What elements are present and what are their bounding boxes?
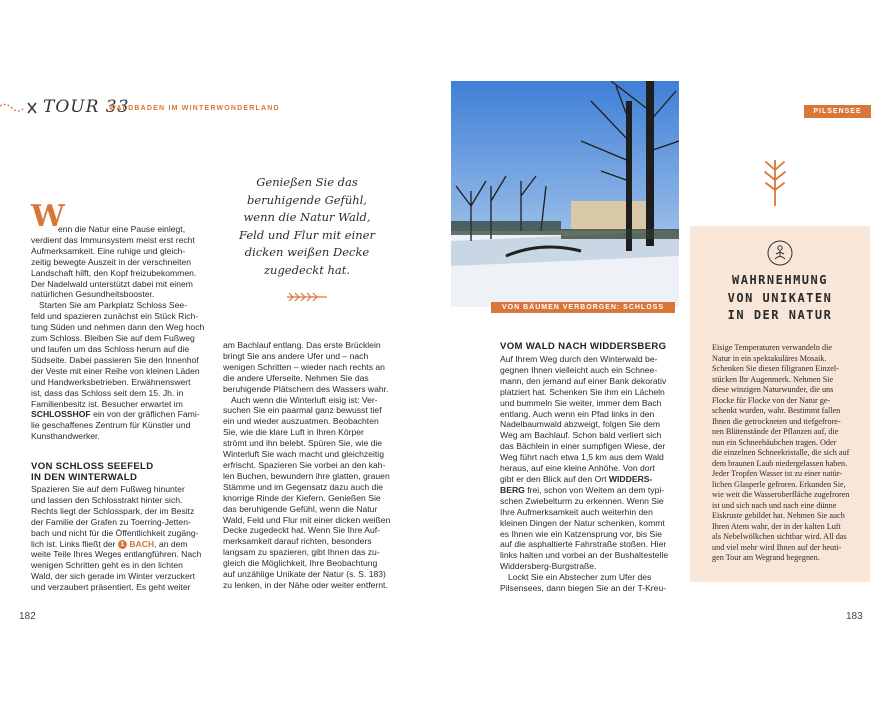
paragraph-line: feld und spazieren zunächst ein Stück Rich- <box>31 311 199 322</box>
paragraph-line: Sie, wie die klare Luft in Ihren Körper <box>223 427 364 438</box>
paragraph-line: knorrige Rinde der Kiefern. Genießen Sie <box>223 492 381 503</box>
paragraph-line: gegnen Ihnen vielleicht auch ein Schnee- <box>500 364 658 375</box>
paragraph-line: Decke zugedeckt hat. Wenn Sie Ihre Auf- <box>223 525 381 536</box>
tour-header <box>0 96 300 120</box>
paragraph-line: wenigen Schritten geht es in den lichten <box>31 560 183 571</box>
info-box-unikate <box>690 226 870 582</box>
winterwald-paragraph <box>31 484 221 593</box>
heading-line: IN DEN WINTERWALD <box>31 472 138 483</box>
widdersberg-paragraph <box>500 354 686 594</box>
paragraph-fragment: ein von der gräflichen Fami- <box>90 409 200 420</box>
text-line: die einzelnen Schneekristalle, die sich auf <box>712 448 850 457</box>
text-line: Jeder Tropfen Wasser ist zu einer natür- <box>712 469 842 478</box>
paragraph-line: merksamkeit darauf richten, besonders <box>223 536 372 547</box>
quote-line: Feld und Flur mit einer <box>239 227 375 242</box>
text-line: nun ein Schneehäubchen tragen. Oder <box>712 437 837 447</box>
bach-keyword: BACH <box>129 538 155 549</box>
title-line: VON UNIKATEN <box>727 290 833 305</box>
text-line: Flocke für Flocke von der Natur ge- <box>712 395 831 405</box>
text-line: dem braunen Laub niedergelassen haben. <box>712 458 848 468</box>
paragraph-line: Starten Sie am Parkplatz Schloss See- <box>39 300 188 311</box>
text-line: schenkt wurden, wahr. Bestimmt fallen <box>712 406 841 415</box>
paragraph-line: Pilsensees, dann biegen Sie an der T-Kreu- <box>500 583 667 594</box>
page-number-right: 183 <box>846 611 863 622</box>
paragraph-line <box>500 485 686 496</box>
info-box-text <box>712 343 864 564</box>
paragraph-line: Familienbesitz ist. Besucher erwartet im <box>31 398 183 409</box>
paragraph-line: schen Zwiebelturm zu erkennen. Wenn Sie <box>500 495 664 506</box>
paragraph-line: Wald, Feld und Flur mit einer dicken weißen <box>223 514 391 525</box>
text-line: gen Tour am Wegrand begegnen. <box>712 553 820 562</box>
intro-paragraph-lines <box>31 224 216 442</box>
paragraph-line: Lockt Sie ein Abstecher zum Ufer des <box>508 572 652 583</box>
paragraph-line: Widdersberg-Burgstraße. <box>500 561 597 572</box>
quote-line: wenn die Natur Wald, <box>243 210 371 224</box>
paragraph-line: strömt und ihn belebt. Spüren Sie, wie die <box>223 438 383 449</box>
paragraph-line: das Bächlein in einer sumpfigen Wiese, der <box>500 441 666 452</box>
paragraph-line: Rechts liegt der Schlosspark, der im Besitz <box>31 505 195 516</box>
branch-icon <box>760 156 790 208</box>
paragraph-line: suchen Sie ein paarmal ganz bewusst tief <box>223 405 382 416</box>
paragraph-line: langsam zu spazieren, gibt Ihnen das zu- <box>223 547 380 558</box>
intro-line: natürlichen Gesundheitsbooster. <box>31 289 155 300</box>
paragraph-line: lie geschaffenes Zentrum für Künstler und <box>31 420 191 431</box>
quote-line: beruhigende Gefühl, <box>247 192 367 207</box>
paragraph-line: auf die asphaltierte Fahrstraße stoßen. Hier <box>500 539 667 550</box>
paragraph-line: Nadelbaumwald abzweigt, folgen Sie dem <box>500 419 661 430</box>
text-line: Ihren Atem wahr, der in der kalten Luft <box>712 521 841 531</box>
paragraph-line: erfrischt. Spazieren Sie vorbei an den kah- <box>223 459 386 470</box>
title-line: IN DER NATUR <box>727 308 833 322</box>
heading-line: VON SCHLOSS SEEFELD <box>31 461 154 472</box>
text-line: Natur in ein spektakuläres Mosaik. <box>712 353 827 363</box>
map-marker-badge: 1 <box>118 540 127 549</box>
widdersberg-keyword-end: BERG <box>500 484 525 495</box>
intro-line: Aufmerksamkeit. Eine ruhige und gleich- <box>31 245 186 256</box>
tour-label: TOUR 33 <box>43 97 130 117</box>
meditation-icon <box>767 240 793 266</box>
paragraph-line: Auch wenn die Winterluft eisig ist: Ver- <box>231 394 378 405</box>
intro-line: enn die Natur eine Pause einlegt, <box>58 224 186 234</box>
paragraph-line: und verzaubert präsentiert. Es geht weiter <box>31 582 191 593</box>
paragraph-line: zum Schloss. Bleiben Sie auf dem Fußweg <box>31 333 195 344</box>
page-number-left: 182 <box>19 611 36 622</box>
text-line: als Nebelwölkchen sichtbar wird. All das <box>712 532 847 541</box>
text-line: ist und sich nach und nach eine dünne <box>712 500 837 510</box>
paragraph-line: der Veste mit einer Reihe von kleinen Läden <box>31 365 200 376</box>
paragraph-line: gleich die Möglichkeit, Ihre Beobachtung <box>223 558 378 569</box>
trail-icon <box>0 100 42 116</box>
text-line: nen Blütenstände der Pflanzen auf, die <box>712 427 839 436</box>
paragraph-line: das beruhigende Gefühl, wenn die Natur <box>223 503 378 514</box>
text-line: wie weit die Wasseroberfläche zugefroren <box>712 490 850 499</box>
paragraph-line: entlang. Auch wenn ein Pfad links in den <box>500 408 655 419</box>
pull-quote <box>222 174 392 279</box>
text-line: Eisige Temperaturen verwandeln die <box>712 343 832 352</box>
paragraph-line: Weg am Bachlauf. Schon bald verliert sich <box>500 430 662 441</box>
section-heading-winterwald <box>31 461 221 483</box>
paragraph-line: es Ihnen wie ein Katzensprung vor, bis Sie <box>500 528 662 539</box>
paragraph-line: Spazieren Sie auf dem Fußweg hinunter <box>31 484 185 494</box>
paragraph-line: Wald, der sich gerade im Winter verzuckert <box>31 571 195 582</box>
quote-line: dicken weißen Decke <box>244 245 370 259</box>
paragraph-line: bach und nicht für die Öffentlichkeit zugäng- <box>31 527 199 538</box>
tour-subtitle: WALDBADEN IM WINTERWONDERLAND <box>109 105 280 112</box>
dropcap-letter: W <box>31 199 65 234</box>
paragraph-line: beruhigende Plätschern des Wassers wahr. <box>223 383 389 394</box>
paragraph-line: und Handwerksbetrieben. Erwähnenswert <box>31 376 191 387</box>
paragraph-fragment: , an dem <box>154 538 188 549</box>
leaf-divider-icon <box>283 290 331 304</box>
text-line: stücken Ihr Augenmerk. Nehmen Sie <box>712 374 834 384</box>
paragraph-line <box>31 539 221 550</box>
paragraph-line: ein und wieder auszuatmen. Beobachten <box>223 416 379 427</box>
paragraph-line: mann, den jemand auf einer Bank dekorativ <box>500 375 667 386</box>
paragraph-line: und bummeln Sie weiter, immer dem Bach <box>500 397 662 408</box>
intro-line: zeitig bewegte Auszeit in der verschneiten <box>31 256 192 267</box>
paragraph-line: wenigen Schritten – wieder nach rechts an <box>223 361 385 372</box>
section-heading-widdersberg: VOM WALD NACH WIDDERSBERG <box>500 341 667 352</box>
quote-line: zugedeckt hat. <box>263 262 351 277</box>
text-line: Schenken Sie diesen filigranen Einzel- <box>712 364 839 373</box>
paragraph-line: und lassen den Schlosstrakt hinter sich. <box>31 494 183 505</box>
quote-line: Genießen Sie das <box>256 175 358 189</box>
paragraph-line: ist, dass das Schloss seit dem 15. Jh. in <box>31 387 184 398</box>
paragraph-line: tung Süden und nehmen dann den Weg hoch <box>31 322 205 333</box>
paragraph-line: Weg führt nach etwa 1,5 km aus dem Wald <box>500 452 664 463</box>
photo-schloss-seefeld <box>451 81 679 307</box>
text-line: lichen Glasperle gefroren. Erkunden Sie, <box>712 479 846 489</box>
paragraph-fragment: frei, schon von Weitem an dem typi- <box>524 484 665 495</box>
paragraph-fragment: lich ist. Links fließt der <box>31 538 118 549</box>
paragraph-line: Winterluft Sie wach macht und gleichzeitig <box>223 449 384 460</box>
paragraph-line: Südseite. Dabei passieren Sie den Innenhof <box>31 354 199 365</box>
paragraph-line <box>31 409 216 420</box>
intro-line: verdient das Immunsystem meist erst recht <box>31 234 195 245</box>
paragraph-line: bringt Sie ans andere Ufer und – nach <box>223 350 369 361</box>
paragraph-line: links halten und vorbei an der Bushaltestelle <box>500 550 669 561</box>
intro-line: Der Nadelwald unterstützt dabei mit einem <box>31 278 193 289</box>
paragraph-line: zu lenken, in der Nähe oder weiter entfernt. <box>223 579 388 590</box>
paragraph-line: len Buchen, bewundern ihre glatten, grauen <box>223 470 390 481</box>
photo-caption: VON BÄUMEN VERBORGEN: SCHLOSS SEEFELD <box>491 302 675 313</box>
paragraph-line: weite Teile Ihres Weges entlangführen. Nach <box>31 549 202 560</box>
paragraph-line: Kunsthandwerker. <box>31 431 100 442</box>
paragraph-line: am Bachlauf entlang. Das erste Brücklein <box>223 340 381 350</box>
schlosshof-keyword: SCHLOSSHOF <box>31 409 91 420</box>
widdersberg-keyword: WIDDERS- <box>608 473 653 484</box>
paragraph-line: kleinen Dingen der Natur schenken, kommt <box>500 517 665 528</box>
paragraph-line <box>500 474 686 485</box>
intro-line: Landschaft hilft, den Kopf freizubekommen. <box>31 267 197 278</box>
text-line: und viel mehr wird Ihnen auf der heuti- <box>712 542 842 552</box>
text-line: Eiskruste gebildet hat. Nehmen Sie auch <box>712 511 845 520</box>
paragraph-line: auf unzählige Unikate der Natur (s. S. 183) <box>223 569 386 580</box>
paragraph-line: der Familie der Grafen zu Toerring-Jetten- <box>31 516 191 527</box>
text-line: Ihnen die getrockneten und tiefgefrore- <box>712 416 841 426</box>
middle-column <box>223 340 401 591</box>
paragraph-fragment: gibt er den Blick auf den Ort <box>500 473 609 484</box>
region-tag: PILSENSEE <box>804 105 871 118</box>
paragraph-line: Auf Ihrem Weg durch den Winterwald be- <box>500 354 658 364</box>
paragraph-line: Stämme und im Gegensatz dazu auch die <box>223 481 384 492</box>
paragraph-line: platziert hat. Schenken Sie ihm ein Lächeln <box>500 386 665 397</box>
paragraph-line: heraus, auf eine kleine Anhöhe. Von dort <box>500 463 655 474</box>
info-box-title <box>690 272 870 325</box>
paragraph-line: die andere Uferseite. Nehmen Sie das <box>223 372 369 383</box>
title-line: WAHRNEHMUNG <box>732 273 828 287</box>
paragraph-line: und laufen um das Schloss herum auf die <box>31 343 190 354</box>
text-line: diese winzigen Naturwunder, die uns <box>712 385 834 394</box>
paragraph-line: Ihre Aufmerksamkeit auch weiterhin den <box>500 506 653 517</box>
